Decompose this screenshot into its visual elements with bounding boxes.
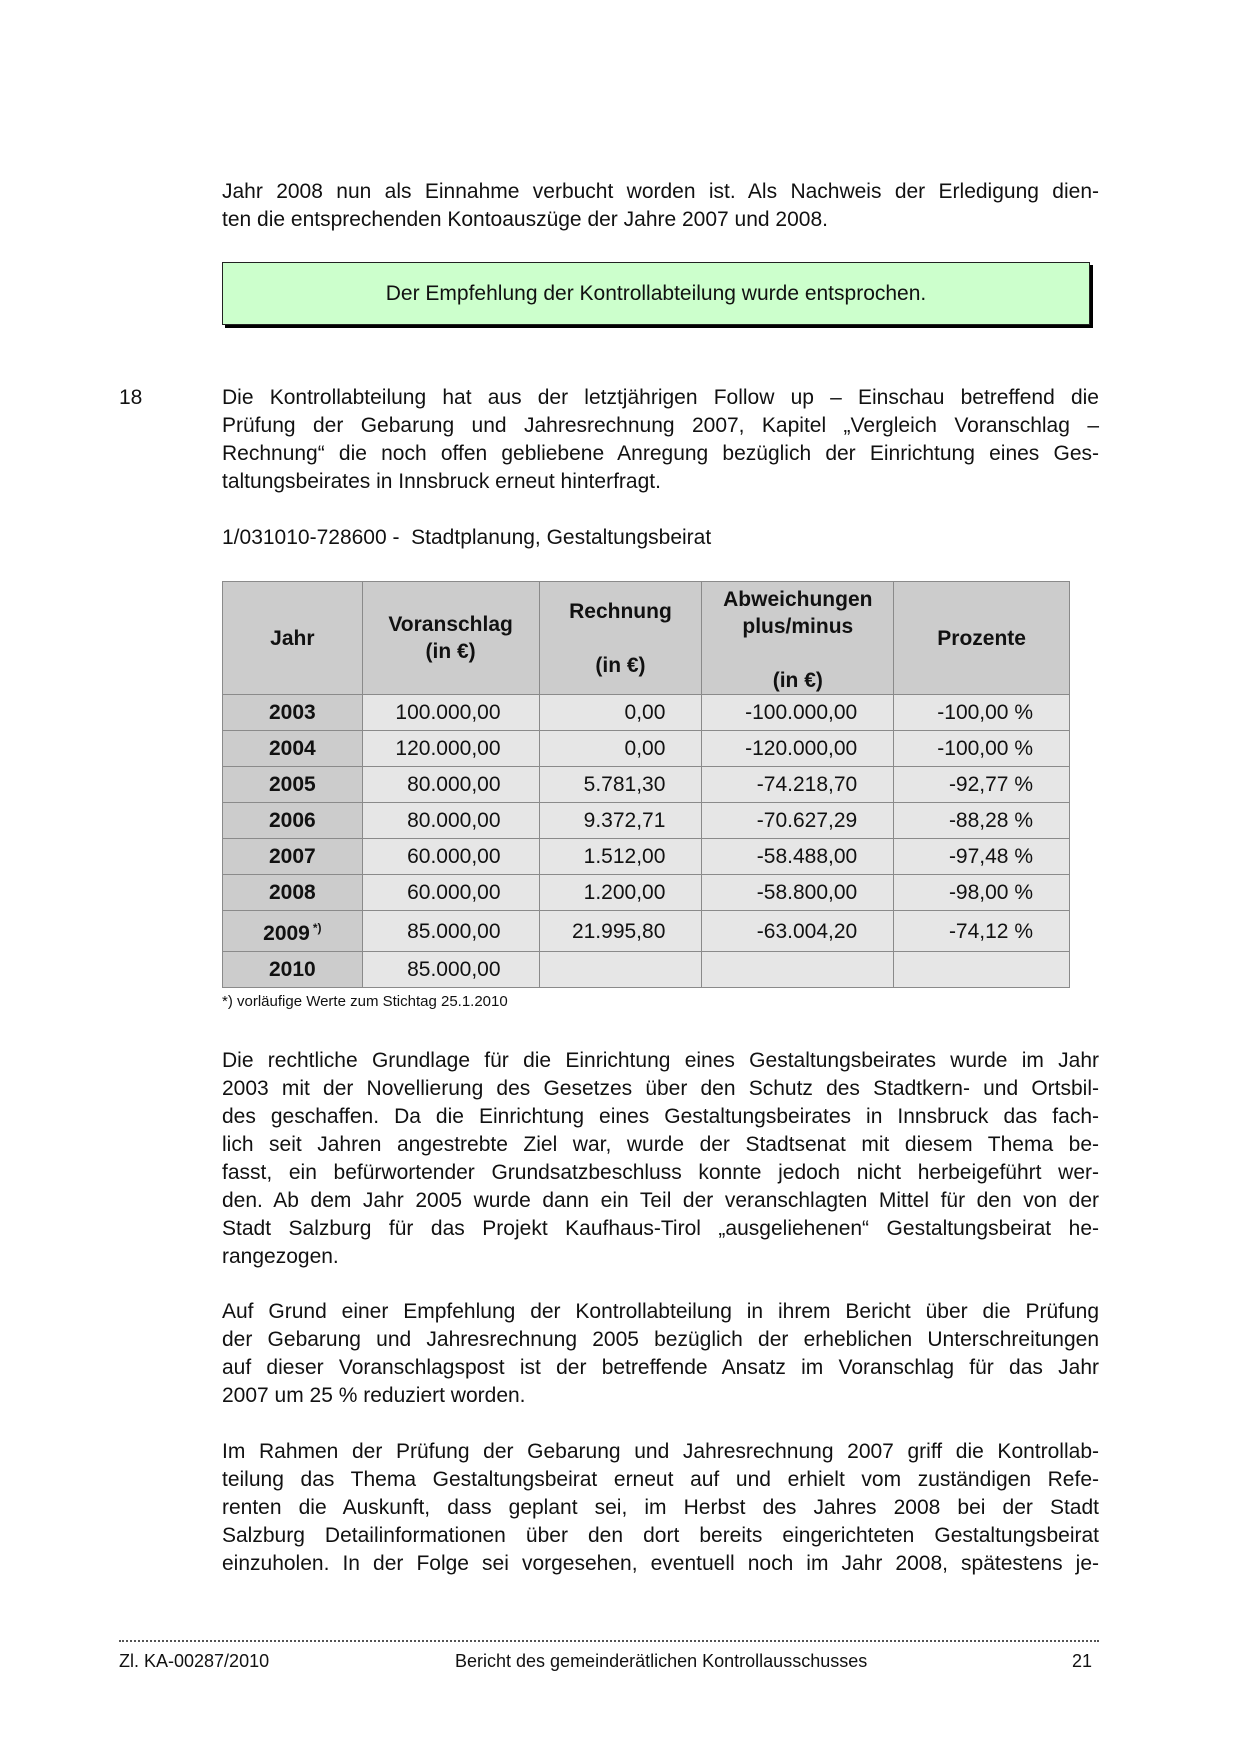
text-line: 2003 mit der Novellierung des Gesetzes über den Schutz des Stadtkern- und Ortsbil- <box>222 1077 1099 1100</box>
table-row <box>223 911 1070 952</box>
paragraph-review-2007 <box>222 1438 1099 1578</box>
cell-prozent: -100,00 % <box>894 695 1070 731</box>
text-line: teilung das Thema Gestaltungsbeirat erneut auf und erhielt vom zuständigen Refe- <box>222 1468 1099 1491</box>
text-line: Salzburg Detailinformationen über den dort bereits eingerichteten Gestaltungsbeirat <box>222 1524 1099 1547</box>
text-line: einzuholen. In der Folge sei vorgesehen, eventuell noch im Jahr 2008, spätestens je- <box>222 1552 1099 1575</box>
cell-rechnung: 5.781,30 <box>539 767 702 803</box>
text-line: Jahr 2008 nun als Einnahme verbucht worden ist. Als Nachweis der Erledigung dien- <box>222 180 1099 203</box>
table-row <box>223 695 1070 731</box>
cell-year: 2005 <box>223 767 363 803</box>
table-row <box>223 839 1070 875</box>
cell-rechnung: 9.372,71 <box>539 803 702 839</box>
text-line: Die rechtliche Grundlage für die Einrichtung eines Gestaltungsbeirates wurde im Jahr <box>222 1049 1099 1072</box>
table-row <box>223 803 1070 839</box>
text-line: rangezogen. <box>222 1245 339 1268</box>
cell-prozent <box>894 952 1070 988</box>
footer-divider <box>119 1640 1099 1642</box>
footnote-marker: *) <box>312 921 322 935</box>
section-paragraph <box>222 384 1099 496</box>
text-line: taltungsbeirates in Innsbruck erneut hinterfragt. <box>222 470 661 493</box>
cell-voranschlag: 120.000,00 <box>362 731 539 767</box>
cell-prozent: -74,12 % <box>894 911 1070 952</box>
cell-year: 2007 <box>223 839 363 875</box>
paragraph-recommendation <box>222 1298 1099 1410</box>
text-line: Auf Grund einer Empfehlung der Kontrollabteilung in ihrem Bericht über die Prüfung <box>222 1300 1099 1323</box>
text-line: den. Ab dem Jahr 2005 wurde dann ein Teil der veranschlagten Mittel für den von der <box>222 1189 1099 1212</box>
cell-rechnung <box>539 952 702 988</box>
intro-paragraph <box>222 178 1099 234</box>
page-number: 21 <box>1072 1651 1093 1671</box>
cell-abweichung: -58.488,00 <box>702 839 894 875</box>
text-line: Prüfung der Gebarung und Jahresrechnung 2007, Kapitel „Vergleich Voranschlag – <box>222 414 1099 437</box>
cell-rechnung: 21.995,80 <box>539 911 702 952</box>
text-line: der Gebarung und Jahresrechnung 2005 bezüglich der erheblichen Unterschreitungen <box>222 1328 1099 1351</box>
cell-abweichung <box>702 952 894 988</box>
text-line: fasst, ein befürwortender Grundsatzbeschluss konnte jedoch nicht herbeigeführt wer- <box>222 1161 1099 1184</box>
table-row <box>223 875 1070 911</box>
text-line: Stadt Salzburg für das Projekt Kaufhaus-Tirol „ausgeliehenen“ Gestaltungsbeirat he- <box>222 1217 1099 1240</box>
cell-year: 2009 *) <box>223 911 363 952</box>
cell-year: 2010 <box>223 952 363 988</box>
cell-year: 2003 <box>223 695 363 731</box>
section-number: 18 <box>119 386 143 409</box>
cell-prozent: -100,00 % <box>894 731 1070 767</box>
budget-comparison-table <box>222 581 1070 988</box>
footer-reference: Zl. KA-00287/2010 <box>119 1651 270 1671</box>
text-line: Rechnung“ die noch offen gebliebene Anregung bezüglich der Einrichtung eines Ges- <box>222 442 1099 465</box>
cell-abweichung: -63.004,20 <box>702 911 894 952</box>
text-line: des geschaffen. Da die Einrichtung eines Gestaltungsbeirates in Innsbruck das fach- <box>222 1105 1099 1128</box>
table-row <box>223 767 1070 803</box>
cell-abweichung: -70.627,29 <box>702 803 894 839</box>
cell-voranschlag: 80.000,00 <box>362 803 539 839</box>
text-line: 2007 um 25 % reduziert worden. <box>222 1384 526 1407</box>
text-line: Die Kontrollabteilung hat aus der letztjährigen Follow up – Einschau betreffend die <box>222 386 1099 409</box>
table-header-row <box>223 582 1070 695</box>
result-text: Der Empfehlung der Kontrollabteilung wurde entsprochen. <box>385 281 927 305</box>
cell-voranschlag: 80.000,00 <box>362 767 539 803</box>
footer-title: Bericht des gemeinderätlichen Kontrollausschusses <box>455 1651 868 1671</box>
cell-rechnung: 0,00 <box>539 695 702 731</box>
table-row <box>223 952 1070 988</box>
text-line: renten die Auskunft, dass geplant sei, im Herbst des Jahres 2008 bei der Stadt <box>222 1496 1099 1519</box>
recommendation-fulfilled-box <box>222 262 1090 325</box>
cell-year: 2008 <box>223 875 363 911</box>
cell-voranschlag: 60.000,00 <box>362 875 539 911</box>
cell-prozent: -92,77 % <box>894 767 1070 803</box>
header-abweichungen: Abweichungen plus/minus (in €) <box>702 582 894 695</box>
cell-year: 2006 <box>223 803 363 839</box>
cell-abweichung: -100.000,00 <box>702 695 894 731</box>
text-line: lich seit Jahren angestrebte Ziel war, wurde der Stadtsenat mit diesem Thema be- <box>222 1133 1099 1156</box>
cell-rechnung: 1.512,00 <box>539 839 702 875</box>
cell-abweichung: -58.800,00 <box>702 875 894 911</box>
cell-year: 2004 <box>223 731 363 767</box>
header-voranschlag: Voranschlag (in €) <box>362 582 539 695</box>
cell-prozent: -97,48 % <box>894 839 1070 875</box>
cell-voranschlag: 60.000,00 <box>362 839 539 875</box>
cell-rechnung: 0,00 <box>539 731 702 767</box>
text-line: ten die entsprechenden Kontoauszüge der Jahre 2007 und 2008. <box>222 208 828 231</box>
header-prozente: Prozente <box>894 582 1070 695</box>
text-line: Im Rahmen der Prüfung der Gebarung und Jahresrechnung 2007 griff die Kontrollab- <box>222 1440 1099 1463</box>
account-line: 1/031010-728600 - Stadtplanung, Gestaltungsbeirat <box>222 526 712 549</box>
cell-voranschlag: 100.000,00 <box>362 695 539 731</box>
cell-voranschlag: 85.000,00 <box>362 952 539 988</box>
cell-prozent: -98,00 % <box>894 875 1070 911</box>
table-footnote: *) vorläufige Werte zum Stichtag 25.1.2010 <box>222 993 508 1010</box>
header-rechnung: Rechnung (in €) <box>539 582 702 695</box>
table-row <box>223 731 1070 767</box>
text-line: auf dieser Voranschlagspost ist der betreffende Ansatz im Voranschlag für das Jahr <box>222 1356 1099 1379</box>
paragraph-legal-basis <box>222 1047 1099 1271</box>
header-jahr: Jahr <box>223 582 363 695</box>
cell-abweichung: -120.000,00 <box>702 731 894 767</box>
cell-rechnung: 1.200,00 <box>539 875 702 911</box>
cell-prozent: -88,28 % <box>894 803 1070 839</box>
cell-abweichung: -74.218,70 <box>702 767 894 803</box>
cell-voranschlag: 85.000,00 <box>362 911 539 952</box>
